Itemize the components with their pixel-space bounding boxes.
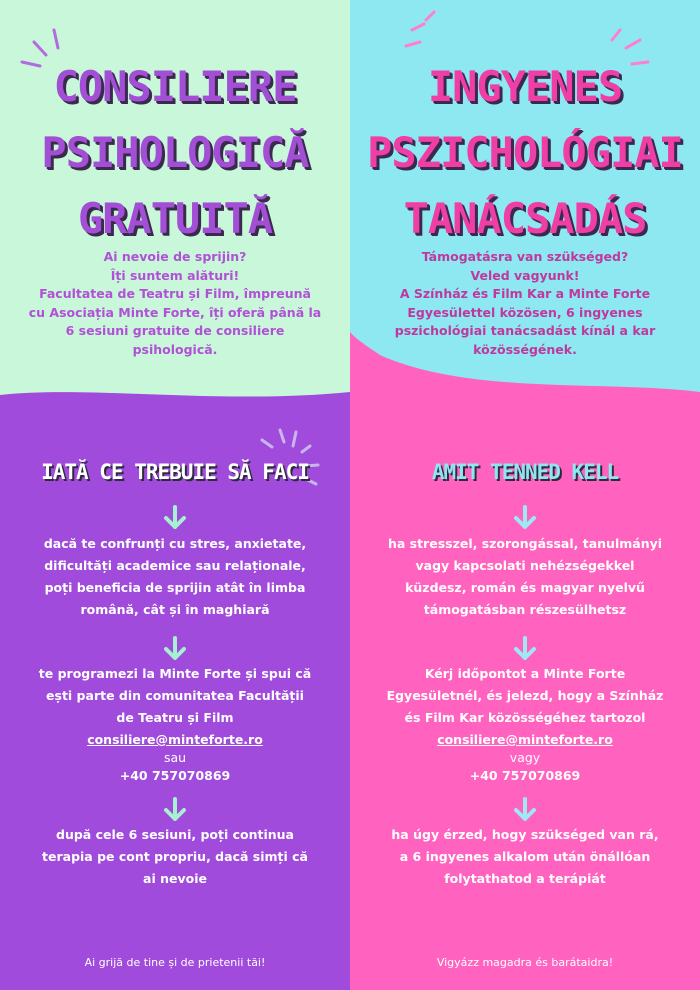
arrow-down-icon — [513, 797, 537, 823]
intro-hu — [350, 248, 700, 359]
section-heading-hu: AMIT TENNED KELL — [431, 460, 619, 484]
step-line: poți beneficia de sprijin atât în limba — [44, 580, 306, 595]
step-line: dificultăți academice sau relaționale, — [44, 558, 306, 573]
section-heading-ro: IATĂ CE TREBUIE SĂ FACI — [41, 460, 309, 484]
step-line: ha stresszel, szorongással, tanulmányi — [387, 536, 663, 551]
hungarian-column — [350, 0, 700, 990]
intro-line: 6 sesiuni gratuite de consiliere — [65, 323, 285, 338]
intro-line: Veled vagyunk! — [470, 267, 580, 283]
email-link[interactable]: consiliere@minteforte.ro — [437, 732, 613, 747]
step2-ro — [0, 663, 350, 787]
intro-line: Facultatea de Teatru și Film, împreună — [39, 286, 311, 301]
or-label: vagy — [509, 750, 541, 765]
intro-line: közösségének. — [473, 341, 577, 357]
intro-line: cu Asociația Minte Forte, îți oferă până la — [28, 304, 322, 320]
footer-hu: Vigyázz magadra és barátaidra! — [436, 956, 614, 969]
phone-number[interactable]: +40 757070869 — [119, 768, 231, 783]
step-line: küzdesz, román és magyar nyelvű — [405, 580, 645, 595]
step-line: a 6 ingyenes alkalom után önállóan — [399, 849, 651, 864]
step-line: română, cât și în maghiară — [80, 602, 270, 617]
step-line: te programezi la Minte Forte și spui că — [38, 666, 312, 681]
title-line: INGYENES — [427, 62, 623, 111]
step1-hu — [350, 533, 700, 621]
title-ro — [0, 54, 350, 252]
step3-ro — [0, 824, 350, 890]
intro-ro — [0, 248, 350, 359]
step-line: de Teatru și Film — [116, 710, 234, 725]
email-link[interactable]: consiliere@minteforte.ro — [87, 732, 263, 747]
intro-line: Îți suntem alături! — [110, 267, 240, 283]
step-line: ești parte din comunitatea Facultății — [46, 688, 304, 703]
step-line: ha úgy érzed, hogy szükséged van rá, — [391, 827, 659, 842]
step-line: terapia pe cont propriu, dacă simți că — [42, 849, 308, 864]
step-line: folytathatod a terápiát — [444, 871, 606, 886]
arrow-down-icon — [163, 505, 187, 531]
title-line: CONSILIERE — [53, 62, 297, 111]
step-line: vagy kapcsolati nehézségekkel — [415, 558, 635, 573]
arrow-down-icon — [513, 636, 537, 662]
arrow-down-icon — [513, 505, 537, 531]
step2-hu — [350, 663, 700, 787]
footer-ro: Ai grijă de tine și de prietenii tăi! — [84, 956, 266, 969]
phone-number[interactable]: +40 757070869 — [469, 768, 581, 783]
intro-line: Egyesülettel közösen, 6 ingyenes — [407, 304, 643, 320]
title-line: TANÁCSADÁS — [403, 194, 647, 243]
step3-hu — [350, 824, 700, 890]
title-hu — [350, 54, 700, 252]
intro-line: Támogatásra van szükséged? — [421, 249, 629, 264]
or-label: sau — [163, 750, 187, 765]
intro-line: psihologică. — [132, 341, 218, 357]
intro-line: Ai nevoie de sprijin? — [103, 249, 247, 264]
title-line: GRATUITĂ — [77, 194, 273, 243]
step-line: és Film Kar közösségéhez tartozol — [404, 710, 646, 725]
step-line: ai nevoie — [143, 871, 207, 886]
step-line: după cele 6 sesiuni, poți continua — [56, 827, 294, 842]
step-line: dacă te confrunți cu stres, anxietate, — [43, 536, 307, 551]
step1-ro — [0, 533, 350, 621]
step-line: Kérj időpontot a Minte Forte — [424, 666, 626, 681]
step-line: támogatásban részesülhetsz — [423, 602, 627, 617]
arrow-down-icon — [163, 797, 187, 823]
step-line: Egyesületnél, és jelezd, hogy a Színház — [386, 688, 664, 703]
arrow-down-icon — [163, 636, 187, 662]
intro-line: A Színház és Film Kar a Minte Forte — [399, 286, 651, 301]
intro-line: pszichológiai tanácsadást kínál a kar — [394, 323, 656, 338]
title-line: PSZICHOLÓGIAI — [367, 128, 683, 177]
title-line: PSIHOLOGICĂ — [41, 128, 309, 177]
